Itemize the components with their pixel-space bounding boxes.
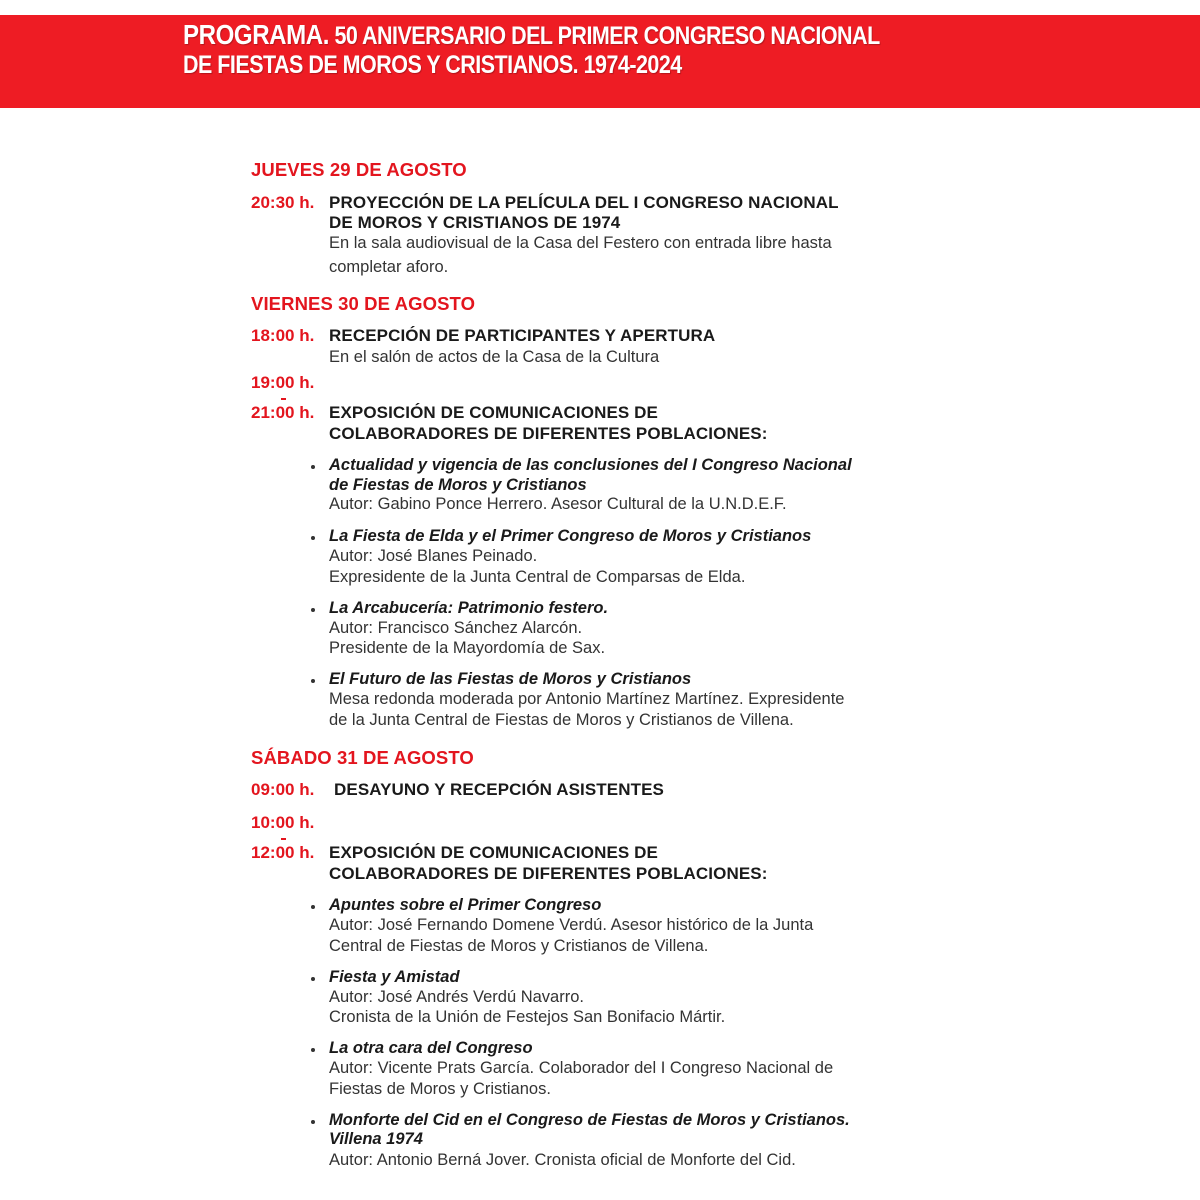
- event-note: En la sala audiovisual de la Casa del Festero con entrada libre hasta: [329, 234, 832, 252]
- event-time-end: 21:00 h.: [251, 403, 315, 422]
- talk-title: Villena 1974: [329, 1130, 423, 1148]
- talk-detail: de la Junta Central de Fiestas de Moros y Cristianos de Villena.: [329, 711, 794, 729]
- event-title: COLABORADORES DE DIFERENTES POBLACIONES:: [329, 864, 768, 883]
- event-title: EXPOSICIÓN DE COMUNICACIONES DE: [329, 403, 658, 422]
- talk-detail: Fiestas de Moros y Cristianos.: [329, 1080, 551, 1098]
- talk-title: Monforte del Cid en el Congreso de Fiestas de Moros y Cristianos.: [329, 1111, 850, 1129]
- talk-detail: Autor: Francisco Sánchez Alarcón.: [329, 619, 583, 637]
- title-line-2: DE FIESTAS DE MOROS Y CRISTIANOS. 1974-2024: [183, 51, 682, 79]
- bullet-icon: [311, 905, 315, 909]
- talk-detail: Central de Fiestas de Moros y Cristianos de Villena.: [329, 937, 709, 955]
- day-heading: SÁBADO 31 DE AGOSTO: [251, 747, 474, 768]
- talk-title: La Arcabucería: Patrimonio festero.: [329, 599, 609, 617]
- time-range-dash: [281, 838, 286, 840]
- event-title: EXPOSICIÓN DE COMUNICACIONES DE: [329, 843, 658, 862]
- page-title: [183, 20, 880, 80]
- bullet-icon: [311, 1120, 315, 1124]
- bullet-icon: [311, 1048, 315, 1052]
- event-title: DE MOROS Y CRISTIANOS DE 1974: [329, 213, 621, 232]
- talk-detail: Presidente de la Mayordomía de Sax.: [329, 639, 606, 657]
- day-heading: JUEVES 29 DE AGOSTO: [251, 159, 467, 180]
- bullet-icon: [311, 679, 315, 683]
- bullet-icon: [311, 608, 315, 612]
- day-heading: VIERNES 30 DE AGOSTO: [251, 293, 476, 314]
- event-time-start: 10:00 h.: [251, 813, 315, 832]
- talk-title: Fiesta y Amistad: [329, 968, 460, 986]
- event-time-end: 12:00 h.: [251, 843, 315, 862]
- title-line-1: 50 ANIVERSARIO DEL PRIMER CONGRESO NACIONAL: [334, 22, 880, 50]
- talk-title: El Futuro de las Fiestas de Moros y Cristianos: [329, 670, 692, 688]
- talk-detail: Autor: Vicente Prats García. Colaborador del I Congreso Nacional de: [329, 1059, 834, 1077]
- bullet-icon: [311, 465, 315, 469]
- title-programa: PROGRAMA.: [183, 19, 329, 50]
- talk-title: La Fiesta de Elda y el Primer Congreso de Moros y Cristianos: [329, 527, 812, 545]
- time-range-dash: [281, 398, 286, 400]
- event-title: DESAYUNO Y RECEPCIÓN ASISTENTES: [334, 780, 664, 799]
- event-time: 20:30 h.: [251, 193, 315, 212]
- talk-title: Actualidad y vigencia de las conclusiones del I Congreso Nacional: [329, 456, 852, 474]
- talk-detail: Autor: José Andrés Verdú Navarro.: [329, 988, 584, 1006]
- talk-title: Apuntes sobre el Primer Congreso: [329, 896, 602, 914]
- event-time: 09:00 h.: [251, 780, 315, 799]
- talk-detail: Autor: José Blanes Peinado.: [329, 547, 538, 565]
- event-time: 18:00 h.: [251, 326, 315, 345]
- event-title: COLABORADORES DE DIFERENTES POBLACIONES:: [329, 424, 768, 443]
- talk-detail: Autor: Antonio Berná Jover. Cronista oficial de Monforte del Cid.: [329, 1151, 796, 1169]
- talk-detail: Autor: José Fernando Domene Verdú. Asesor histórico de la Junta: [329, 916, 814, 934]
- event-note: completar aforo.: [329, 258, 449, 276]
- event-time-start: 19:00 h.: [251, 373, 315, 392]
- talk-detail: Expresidente de la Junta Central de Comparsas de Elda.: [329, 568, 746, 586]
- bullet-icon: [311, 536, 315, 540]
- event-title: PROYECCIÓN DE LA PELÍCULA DEL I CONGRESO NACIONAL: [329, 193, 839, 212]
- event-title: RECEPCIÓN DE PARTICIPANTES Y APERTURA: [329, 326, 716, 345]
- bullet-icon: [311, 977, 315, 981]
- talk-detail: Cronista de la Unión de Festejos San Bonifacio Mártir.: [329, 1008, 726, 1026]
- talk-title: La otra cara del Congreso: [329, 1039, 533, 1057]
- event-note: En el salón de actos de la Casa de la Cultura: [329, 348, 660, 366]
- talk-detail: Autor: Gabino Ponce Herrero. Asesor Cultural de la U.N.D.E.F.: [329, 495, 787, 513]
- talk-detail: Mesa redonda moderada por Antonio Martínez Martínez. Expresidente: [329, 690, 845, 708]
- talk-title: de Fiestas de Moros y Cristianos: [329, 476, 587, 494]
